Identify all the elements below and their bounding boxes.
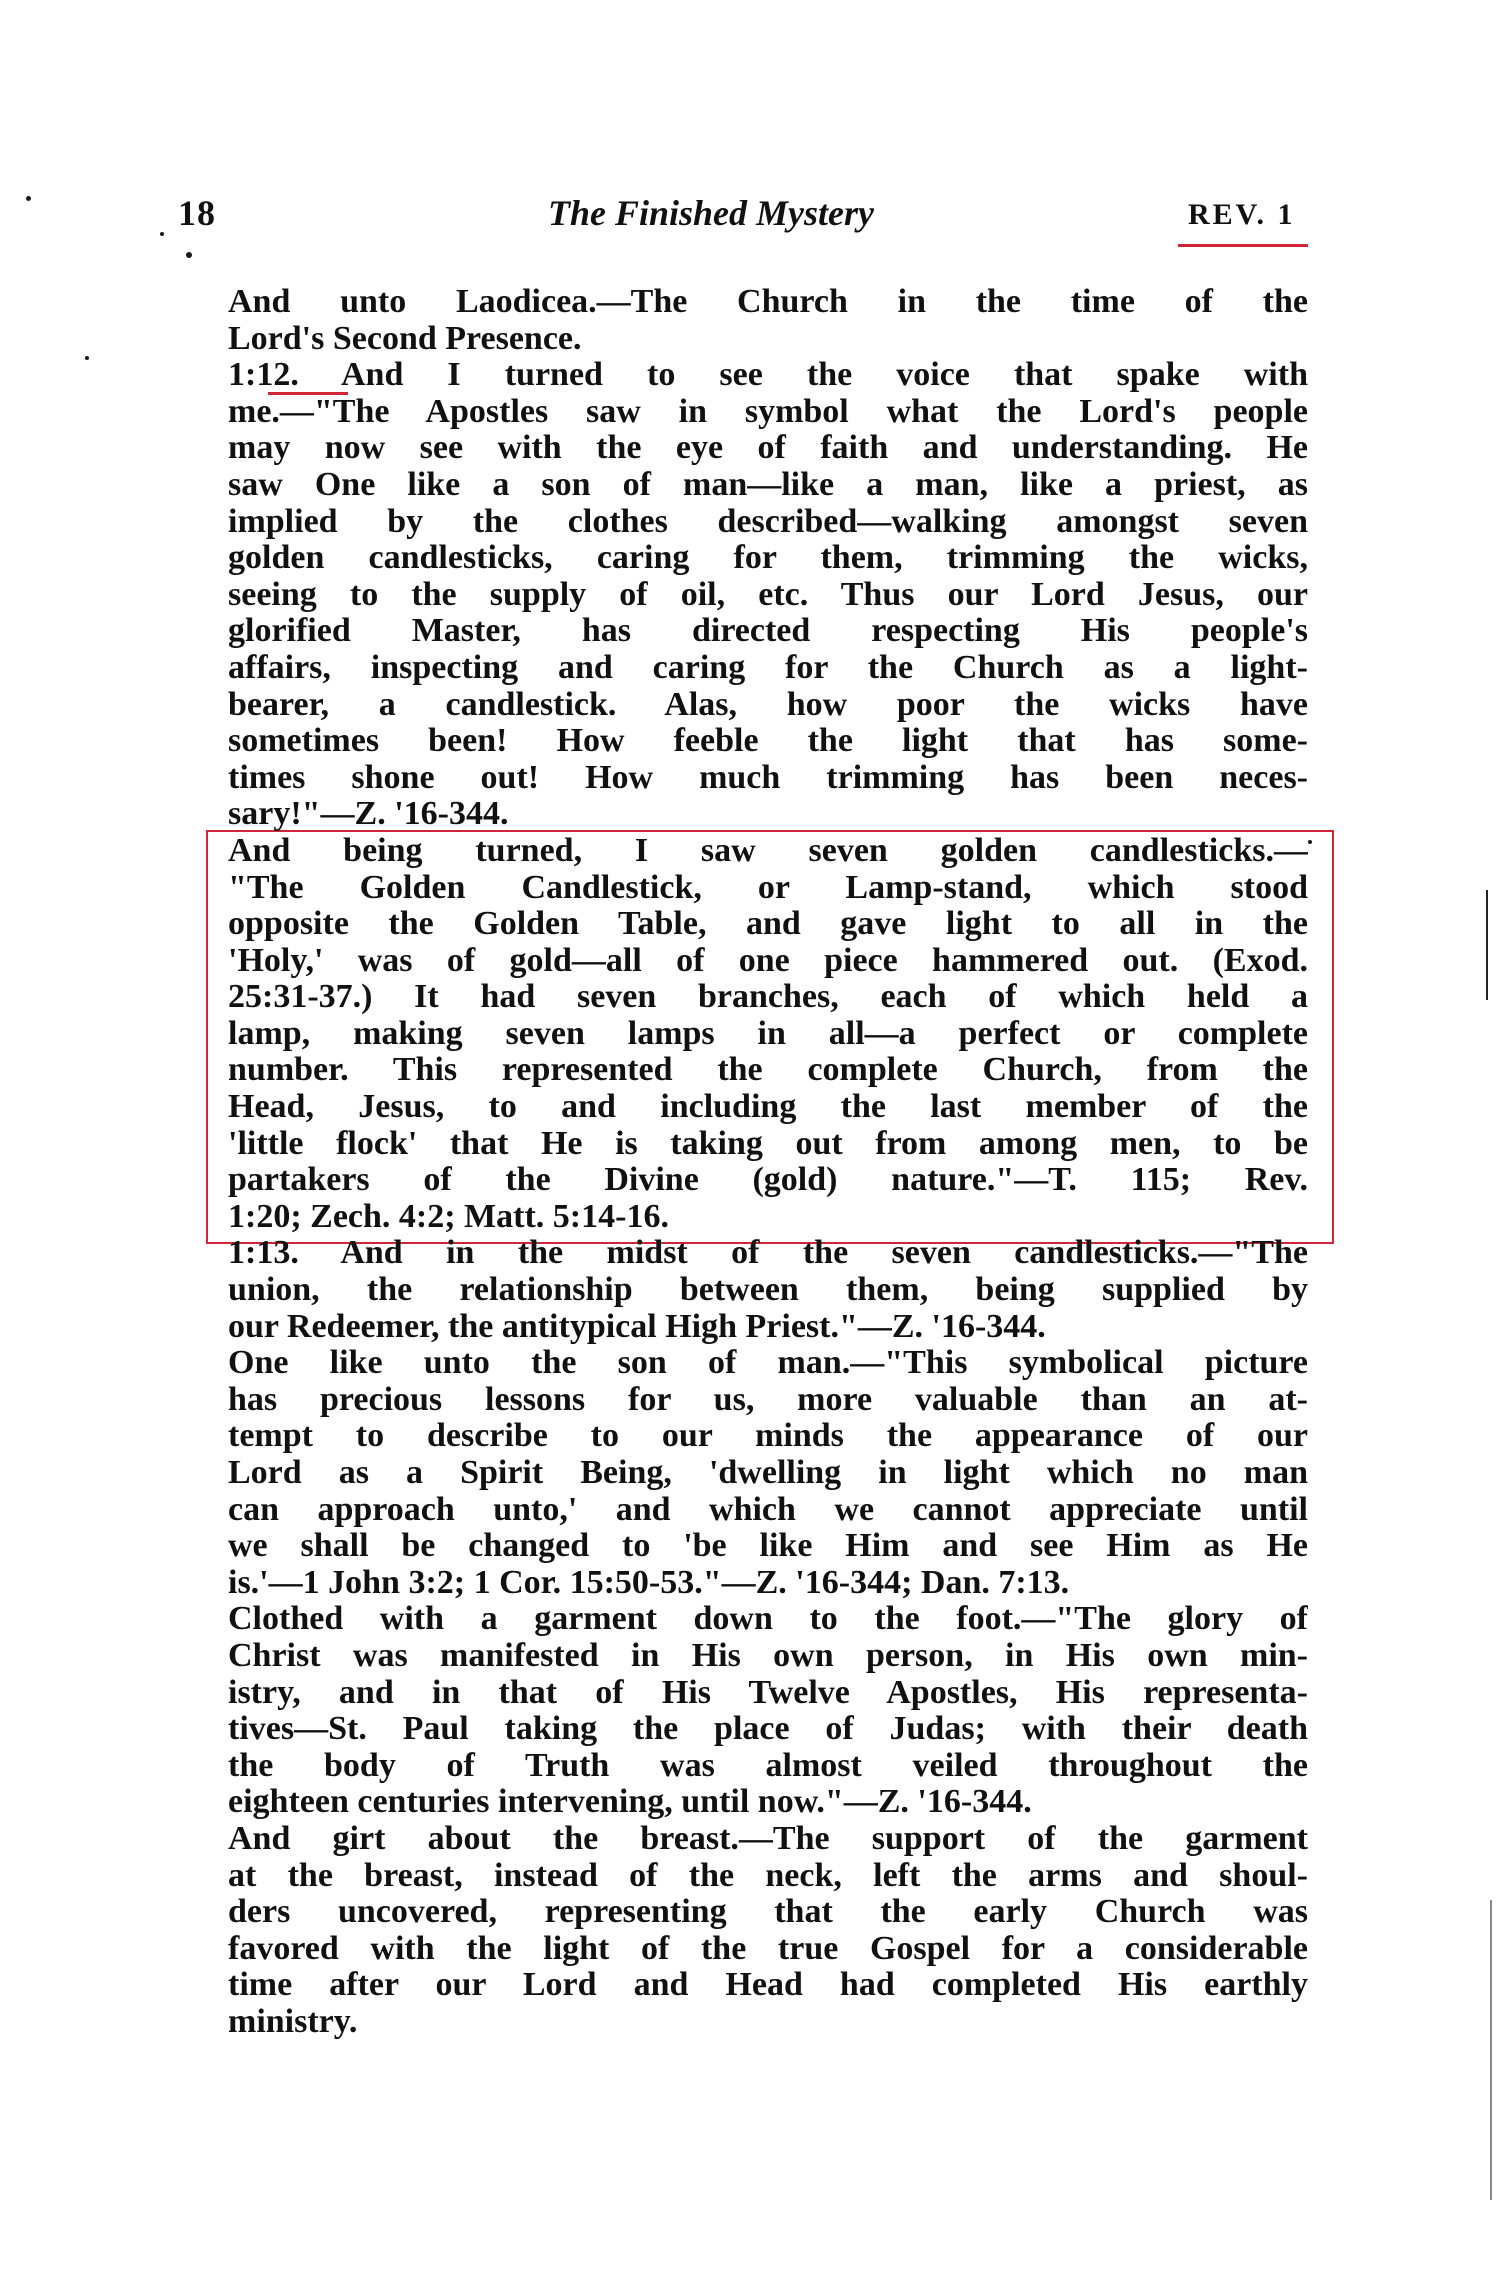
scan-speck [26,196,31,201]
text-line: number. This represented the complete Church, from the [228,1052,1308,1089]
chapter-ref-underline [1178,244,1308,247]
text-line: 'little flock' that He is taking out from among men, to be [228,1125,1308,1162]
text-line: Christ was manifested in His own person, in His own min- [228,1637,1308,1674]
text-line: ministry. [228,2003,358,2040]
text-line: Lord's Second Presence. [228,320,582,357]
text-line: partakers of the Divine (gold) nature."—T. 115; Rev. [228,1162,1308,1199]
text-line: golden candlesticks, caring for them, trimming the wicks, [228,540,1308,577]
text-line: seeing to the supply of oil, etc. Thus our Lord Jesus, our [228,576,1308,613]
text-line: eighteen centuries intervening, until now."—Z. '16-344. [228,1784,1032,1821]
scan-edge-mark [1486,890,1488,1000]
text-line: has precious lessons for us, more valuable than an at- [228,1381,1308,1418]
text-line: istry, and in that of His Twelve Apostles, His representa- [228,1674,1308,1711]
commentary-text [228,284,1308,2041]
text-line: affairs, inspecting and caring for the Church as a light- [228,649,1308,686]
scan-speck [160,232,164,236]
text-line: And girt about the breast.—The support of the garment [228,1820,1308,1857]
text-line: 1:20; Zech. 4:2; Matt. 5:14-16. [228,1198,669,1235]
scan-edge-mark [1490,1900,1492,2200]
text-line: And unto Laodicea.—The Church in the time of the [228,284,1308,320]
text-line: time after our Lord and Head had completed His earthly [228,1967,1308,2004]
text-line: "The Golden Candlestick, or Lamp-stand, which stood [228,869,1308,906]
chapter-reference: REV. 1 [1188,198,1296,231]
text-line: sometimes been! How feeble the light that has some- [228,723,1308,760]
scan-speck [186,252,192,258]
text-line: Lord as a Spirit Being, 'dwelling in light which no man [228,1455,1308,1491]
text-line: lamp, making seven lamps in all—a perfect or complete [228,1015,1308,1052]
text-line: sary!"—Z. '16-344. [228,796,509,833]
text-line: tempt to describe to our minds the appearance of our [228,1418,1308,1455]
text-line: at the breast, instead of the neck, left the arms and shoul- [228,1857,1308,1894]
text-line: we shall be changed to 'be like Him and see Him as He [228,1528,1308,1565]
text-line: may now see with the eye of faith and understanding. He [228,430,1308,467]
text-line: saw One like a son of man—like a man, like a priest, as [228,466,1308,503]
text-line: opposite the Golden Table, and gave light to all in the [228,906,1308,943]
text-line: bearer, a candlestick. Alas, how poor the wicks have [228,686,1308,723]
text-line: tives—St. Paul taking the place of Judas; with their death [228,1711,1308,1748]
text-line: 1:12. And I turned to see the voice that spake with [228,357,1308,394]
text-line: can approach unto,' and which we cannot appreciate until [228,1491,1308,1528]
text-line: favored with the light of the true Gospel for a considerable [228,1930,1308,1967]
text-line: One like unto the son of man.—"This symbolical picture [228,1345,1308,1382]
text-line: Clothed with a garment down to the foot.—"The glory of [228,1601,1308,1638]
text-line: our Redeemer, the antitypical High Priest."—Z. '16-344. [228,1308,1046,1345]
text-line: union, the relationship between them, being supplied by [228,1272,1308,1309]
text-line: ders uncovered, representing that the early Church was [228,1894,1308,1931]
text-line: Head, Jesus, to and including the last member of the [228,1089,1308,1126]
text-line: 1:13. And in the midst of the seven candlesticks.—"The [228,1235,1308,1272]
scan-speck [85,356,89,360]
running-title: The Finished Mystery [548,193,875,233]
text-line: glorified Master, has directed respecting His people's [228,613,1308,650]
text-line: 'Holy,' was of gold—all of one piece hammered out. (Exod. [228,942,1308,979]
text-line: times shone out! How much trimming has been neces- [228,759,1308,796]
text-line: me.—"The Apostles saw in symbol what the Lord's people [228,393,1308,430]
text-line: 25:31-37.) It had seven branches, each of which held a [228,979,1308,1016]
text-line: implied by the clothes described—walking amongst seven [228,503,1308,540]
page-number: 18 [178,193,216,233]
text-line: the body of Truth was almost veiled throughout the [228,1747,1308,1784]
text-line: is.'—1 John 3:2; 1 Cor. 15:50-53."—Z. '16-344; Dan. 7:13. [228,1564,1070,1601]
text-line: And being turned, I saw seven golden candlesticks.— [228,832,1308,869]
